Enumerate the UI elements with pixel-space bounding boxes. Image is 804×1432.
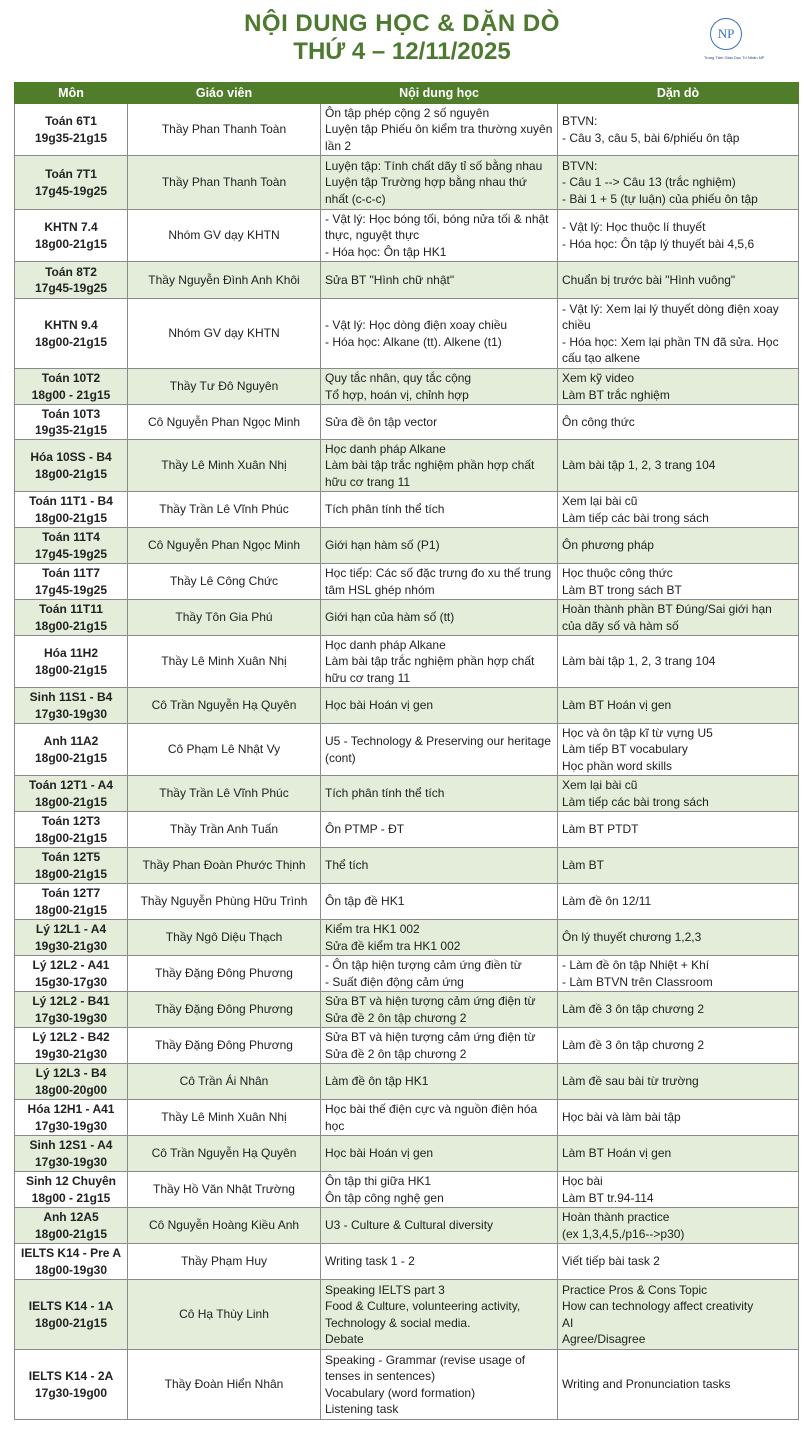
subject-cell: Anh 11A2 18g00-21g15 <box>15 724 128 776</box>
content-cell: Học danh pháp Alkane Làm bài tập trắc nghiệm phần hợp chất hữu cơ trang 11 <box>321 440 558 492</box>
table-row <box>15 920 799 956</box>
subject-cell: Toán 11T11 18g00-21g15 <box>15 600 128 636</box>
homework-cell: Practice Pros & Cons Topic How can technology affect creativity AI Agree/Disagree <box>558 1280 799 1350</box>
content-cell: U3 - Culture & Cultural diversity <box>321 1208 558 1244</box>
table-row <box>15 156 799 210</box>
homework-cell: Xem lại bài cũ Làm tiếp các bài trong sách <box>558 492 799 528</box>
table-row <box>15 1172 799 1208</box>
subject-cell: IELTS K14 - 1A 18g00-21g15 <box>15 1280 128 1350</box>
teacher-cell: Thầy Trần Lê Vĩnh Phúc <box>128 492 321 528</box>
homework-cell: Làm đề sau bài từ trường <box>558 1064 799 1100</box>
homework-cell: Làm đề ôn 12/11 <box>558 884 799 920</box>
subject-cell: IELTS K14 - 2A 17g30-19g00 <box>15 1350 128 1420</box>
table-row <box>15 812 799 848</box>
table-row <box>15 1064 799 1100</box>
content-cell: U5 - Technology & Preserving our heritage (cont) <box>321 724 558 776</box>
content-cell: Quy tắc nhân, quy tắc cộng Tổ hợp, hoán vị, chỉnh hợp <box>321 369 558 405</box>
homework-cell: Làm BT <box>558 848 799 884</box>
subject-cell: KHTN 9.4 18g00-21g15 <box>15 299 128 369</box>
homework-cell: Học và ôn tập kĩ từ vựng U5 Làm tiếp BT vocabulary Học phần word skills <box>558 724 799 776</box>
content-cell: Làm đề ôn tập HK1 <box>321 1064 558 1100</box>
table-row <box>15 440 799 492</box>
table-row <box>15 600 799 636</box>
table-row <box>15 405 799 440</box>
content-cell: - Ôn tập hiện tượng cảm ứng điền từ - Suất điện động cảm ứng <box>321 956 558 992</box>
table-row <box>15 104 799 156</box>
content-cell: - Vật lý: Học bóng tối, bóng nửa tối & nhật thực, nguyệt thực - Hóa học: Ôn tập HK1 <box>321 210 558 262</box>
teacher-cell: Thầy Đoàn Hiển Nhân <box>128 1350 321 1420</box>
table-row <box>15 564 799 600</box>
content-cell: Tích phân tính thể tích <box>321 776 558 812</box>
teacher-cell: Thầy Ngô Diệu Thạch <box>128 920 321 956</box>
table-row <box>15 492 799 528</box>
teacher-cell: Thầy Hồ Văn Nhật Trường <box>128 1172 321 1208</box>
subject-cell: Hóa 11H2 18g00-21g15 <box>15 636 128 688</box>
subject-cell: Toán 12T5 18g00-21g15 <box>15 848 128 884</box>
teacher-cell: Thầy Tôn Gia Phú <box>128 600 321 636</box>
logo-tagline: Trung Tâm Giáo Dục Trí Nhân NP <box>704 55 765 60</box>
homework-cell: Làm BT Hoán vị gen <box>558 688 799 724</box>
column-header-homework: Dặn dò <box>558 83 799 104</box>
teacher-cell: Thầy Lê Minh Xuân Nhị <box>128 440 321 492</box>
content-cell: Giới hạn hàm số (P1) <box>321 528 558 564</box>
content-cell: Sửa BT và hiện tượng cảm ứng điện từ Sửa đề 2 ôn tập chương 2 <box>321 1028 558 1064</box>
homework-cell: Hoàn thành phần BT Đúng/Sai giới hạn của dãy số và hàm số <box>558 600 799 636</box>
content-cell: Sửa đề ôn tập vector <box>321 405 558 440</box>
teacher-cell: Thầy Nguyễn Phùng Hữu Trình <box>128 884 321 920</box>
subject-cell: Toán 6T1 19g35-21g15 <box>15 104 128 156</box>
content-cell: Luyện tập: Tính chất dãy tỉ số bằng nhau Luyện tập Trường hợp bằng nhau thứ nhất (c-c-c) <box>321 156 558 210</box>
table-row <box>15 848 799 884</box>
homework-cell: Học thuộc công thức Làm BT trong sách BT <box>558 564 799 600</box>
subject-cell: Hóa 10SS - B4 18g00-21g15 <box>15 440 128 492</box>
subject-cell: Toán 11T4 17g45-19g25 <box>15 528 128 564</box>
subject-cell: Anh 12A5 18g00-21g15 <box>15 1208 128 1244</box>
content-cell: Giới hạn của hàm số (tt) <box>321 600 558 636</box>
subject-cell: Sinh 12S1 - A4 17g30-19g30 <box>15 1136 128 1172</box>
column-header-content: Nội dung học <box>321 83 558 104</box>
content-cell: Thể tích <box>321 848 558 884</box>
teacher-cell: Thầy Trần Anh Tuấn <box>128 812 321 848</box>
homework-cell: - Làm đề ôn tập Nhiệt + Khí - Làm BTVN trên Classroom <box>558 956 799 992</box>
content-cell: Ôn PTMP - ĐT <box>321 812 558 848</box>
homework-cell: Làm bài tập 1, 2, 3 trang 104 <box>558 440 799 492</box>
content-cell: - Vật lý: Học dòng điện xoay chiều - Hóa học: Alkane (tt). Alkene (t1) <box>321 299 558 369</box>
teacher-cell: Cô Nguyễn Phan Ngọc Minh <box>128 528 321 564</box>
content-cell: Tích phân tính thể tích <box>321 492 558 528</box>
subject-cell: Toán 12T1 - A4 18g00-21g15 <box>15 776 128 812</box>
content-cell: Ôn tập thi giữa HK1 Ôn tập công nghệ gen <box>321 1172 558 1208</box>
homework-cell: Ôn lý thuyết chương 1,2,3 <box>558 920 799 956</box>
table-row <box>15 528 799 564</box>
subject-cell: Toán 12T3 18g00-21g15 <box>15 812 128 848</box>
teacher-cell: Thầy Trần Lê Vĩnh Phúc <box>128 776 321 812</box>
teacher-cell: Cô Phạm Lê Nhật Vy <box>128 724 321 776</box>
table-row <box>15 688 799 724</box>
column-header-subject: Môn <box>15 83 128 104</box>
teacher-cell: Thầy Lê Minh Xuân Nhị <box>128 636 321 688</box>
table-row <box>15 1136 799 1172</box>
homework-cell: Làm BT Hoán vị gen <box>558 1136 799 1172</box>
homework-cell: Ôn công thức <box>558 405 799 440</box>
homework-cell: Học bài và làm bài tập <box>558 1100 799 1136</box>
subject-cell: Toán 7T1 17g45-19g25 <box>15 156 128 210</box>
teacher-cell: Thầy Phan Thanh Toàn <box>128 156 321 210</box>
content-cell: Học bài thế điện cực và nguồn điện hóa học <box>321 1100 558 1136</box>
table-row <box>15 884 799 920</box>
subject-cell: Toán 10T2 18g00 - 21g15 <box>15 369 128 405</box>
subject-cell: Sinh 11S1 - B4 17g30-19g30 <box>15 688 128 724</box>
teacher-cell: Cô Nguyễn Hoàng Kiều Anh <box>128 1208 321 1244</box>
homework-cell: BTVN: - Câu 1 --> Câu 13 (trắc nghiệm) - Bài 1 + 5 (tự luận) của phiếu ôn tập <box>558 156 799 210</box>
table-row <box>15 210 799 262</box>
teacher-cell: Cô Nguyễn Phan Ngọc Minh <box>128 405 321 440</box>
table-row <box>15 776 799 812</box>
table-row <box>15 992 799 1028</box>
homework-cell: Xem lại bài cũ Làm tiếp các bài trong sách <box>558 776 799 812</box>
homework-cell: - Vật lý: Xem lại lý thuyết dòng điện xoay chiều - Hóa học: Xem lại phần TN đã sửa. Học cấu tạo alkene <box>558 299 799 369</box>
table-row <box>15 299 799 369</box>
table-row <box>15 1208 799 1244</box>
teacher-cell: Thầy Nguyễn Đình Anh Khôi <box>128 262 321 299</box>
table-row <box>15 369 799 405</box>
subject-cell: Lý 12L2 - B41 17g30-19g30 <box>15 992 128 1028</box>
teacher-cell: Thầy Lê Công Chức <box>128 564 321 600</box>
homework-cell: Học bài Làm BT tr.94-114 <box>558 1172 799 1208</box>
logo-mark: NP <box>710 18 742 50</box>
homework-cell: - Vật lý: Học thuộc lí thuyết - Hóa học: Ôn tập lý thuyết bài 4,5,6 <box>558 210 799 262</box>
teacher-cell: Thầy Tư Đô Nguyên <box>128 369 321 405</box>
page-title: NỘI DUNG HỌC & DẶN DÒ <box>244 10 560 37</box>
content-cell: Sửa BT "Hình chữ nhật" <box>321 262 558 299</box>
homework-cell: Writing and Pronunciation tasks <box>558 1350 799 1420</box>
content-cell: Ôn tập phép cộng 2 số nguyên Luyện tập Phiếu ôn kiểm tra thường xuyên lần 2 <box>321 104 558 156</box>
content-cell: Writing task 1 - 2 <box>321 1244 558 1280</box>
table-row <box>15 1280 799 1350</box>
teacher-cell: Thầy Phan Thanh Toàn <box>128 104 321 156</box>
teacher-cell: Thầy Đặng Đông Phương <box>128 1028 321 1064</box>
subject-cell: Lý 12L2 - B42 19g30-21g30 <box>15 1028 128 1064</box>
content-cell: Học danh pháp Alkane Làm bài tập trắc nghiệm phần hợp chất hữu cơ trang 11 <box>321 636 558 688</box>
table-row <box>15 262 799 299</box>
homework-cell: Làm bài tập 1, 2, 3 trang 104 <box>558 636 799 688</box>
content-cell: Sửa BT và hiện tượng cảm ứng điện từ Sửa đề 2 ôn tập chương 2 <box>321 992 558 1028</box>
table-row <box>15 1100 799 1136</box>
subject-cell: Toán 11T7 17g45-19g25 <box>15 564 128 600</box>
teacher-cell: Cô Hạ Thùy Linh <box>128 1280 321 1350</box>
schedule-table <box>14 82 799 1420</box>
subject-cell: Toán 8T2 17g45-19g25 <box>15 262 128 299</box>
subject-cell: IELTS K14 - Pre A 18g00-19g30 <box>15 1244 128 1280</box>
content-cell: Speaking IELTS part 3 Food & Culture, volunteering activity, Technology & social media. Debate <box>321 1280 558 1350</box>
np-logo <box>704 14 765 64</box>
teacher-cell: Cô Trần Nguyễn Hạ Quyên <box>128 1136 321 1172</box>
subject-cell: Hóa 12H1 - A41 17g30-19g30 <box>15 1100 128 1136</box>
teacher-cell: Thầy Phạm Huy <box>128 1244 321 1280</box>
teacher-cell: Nhóm GV dạy KHTN <box>128 299 321 369</box>
table-row <box>15 636 799 688</box>
content-cell: Học bài Hoán vị gen <box>321 1136 558 1172</box>
table-row <box>15 1244 799 1280</box>
content-cell: Speaking - Grammar (revise usage of tenses in sentences) Vocabulary (word formation) Listening task <box>321 1350 558 1420</box>
subject-cell: Lý 12L2 - A41 15g30-17g30 <box>15 956 128 992</box>
page-subtitle-date: THỨ 4 – 12/11/2025 <box>293 38 511 65</box>
content-cell: Kiểm tra HK1 002 Sửa đề kiểm tra HK1 002 <box>321 920 558 956</box>
homework-cell: Làm đề 3 ôn tập chương 2 <box>558 992 799 1028</box>
subject-cell: KHTN 7.4 18g00-21g15 <box>15 210 128 262</box>
content-cell: Học tiếp: Các số đặc trưng đo xu thế trung tâm HSL ghép nhóm <box>321 564 558 600</box>
teacher-cell: Thầy Lê Minh Xuân Nhị <box>128 1100 321 1136</box>
homework-cell: BTVN: - Câu 3, câu 5, bài 6/phiếu ôn tập <box>558 104 799 156</box>
teacher-cell: Cô Trần Nguyễn Hạ Quyên <box>128 688 321 724</box>
subject-cell: Lý 12L3 - B4 18g00-20g00 <box>15 1064 128 1100</box>
homework-cell: Chuẩn bị trước bài "Hình vuông" <box>558 262 799 299</box>
teacher-cell: Thầy Phan Đoàn Phước Thịnh <box>128 848 321 884</box>
table-row <box>15 1350 799 1420</box>
teacher-cell: Cô Trần Ái Nhân <box>128 1064 321 1100</box>
column-header-teacher: Giáo viên <box>128 83 321 104</box>
subject-cell: Lý 12L1 - A4 19g30-21g30 <box>15 920 128 956</box>
homework-cell: Hoàn thành practice (ex 1,3,4,5,/p16-->p30) <box>558 1208 799 1244</box>
table-header-row <box>15 83 799 104</box>
content-cell: Học bài Hoán vị gen <box>321 688 558 724</box>
homework-cell: Làm đề 3 ôn tập chương 2 <box>558 1028 799 1064</box>
table-row <box>15 724 799 776</box>
homework-cell: Viết tiếp bài task 2 <box>558 1244 799 1280</box>
subject-cell: Toán 10T3 19g35-21g15 <box>15 405 128 440</box>
table-row <box>15 1028 799 1064</box>
homework-cell: Xem kỹ video Làm BT trắc nghiệm <box>558 369 799 405</box>
schedule-table-body <box>15 104 799 1420</box>
subject-cell: Sinh 12 Chuyên 18g00 - 21g15 <box>15 1172 128 1208</box>
content-cell: Ôn tập đề HK1 <box>321 884 558 920</box>
teacher-cell: Thầy Đặng Đông Phương <box>128 956 321 992</box>
subject-cell: Toán 11T1 - B4 18g00-21g15 <box>15 492 128 528</box>
table-row <box>15 956 799 992</box>
subject-cell: Toán 12T7 18g00-21g15 <box>15 884 128 920</box>
homework-cell: Làm BT PTDT <box>558 812 799 848</box>
teacher-cell: Nhóm GV dạy KHTN <box>128 210 321 262</box>
homework-cell: Ôn phương pháp <box>558 528 799 564</box>
teacher-cell: Thầy Đặng Đông Phương <box>128 992 321 1028</box>
